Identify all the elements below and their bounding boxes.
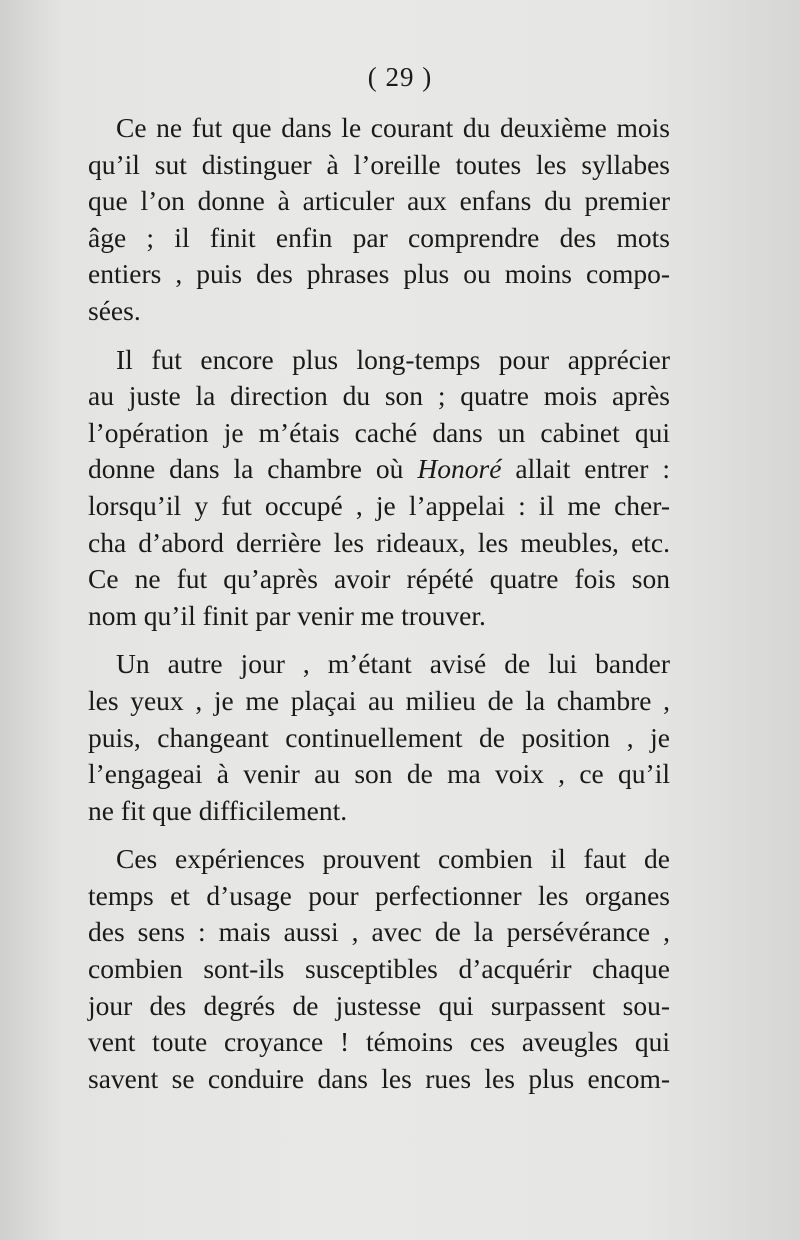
text-line: puis, changeant continuellement de position , je [88, 721, 670, 753]
paragraph-4 [88, 841, 670, 1097]
text-line: vent toute croyance ! témoins ces aveugles qui [88, 1026, 670, 1058]
page-number: ( 29 ) [367, 62, 433, 92]
text-line: ne fit que difficilement. [88, 794, 348, 826]
text-line: âge ; il finit enfin par comprendre des mots [88, 221, 670, 253]
text-line: savent se conduire dans les rues les plus encom- [88, 1062, 670, 1094]
body-text [88, 110, 670, 1097]
paragraph-1 [88, 110, 670, 330]
text-line: cha d’abord derrière les rideaux, les meubles, etc. [88, 526, 670, 558]
text-line: entiers , puis des phrases plus ou moins compo- [88, 258, 670, 290]
text-line: combien sont-ils susceptibles d’acquérir chaque [88, 953, 670, 985]
text-line: l’opération je m’étais caché dans un cabinet qui [88, 416, 670, 448]
text-line: les yeux , je me plaçai au milieu de la chambre , [88, 684, 670, 716]
text-line-end: allait entrer : [515, 453, 671, 485]
text-line: l’engageai à venir au son de ma voix , ce qu’il [88, 758, 670, 790]
text-line: temps et d’usage pour perfectionner les organes [88, 879, 670, 911]
text-line: jour des degrés de justesse qui surpassent sou- [88, 989, 670, 1021]
paragraph-3 [88, 646, 670, 829]
text-line: qu’il sut distinguer à l’oreille toutes les syllabes [88, 148, 670, 180]
text-line: lorsqu’il y fut occupé , je l’appelai : il me cher- [88, 489, 670, 521]
text-line: nom qu’il finit par venir me trouver. [88, 599, 486, 631]
text-line: sées. [88, 294, 141, 326]
text-line: Ces expériences prouvent combien il faut de [116, 843, 670, 875]
text-line [88, 451, 670, 488]
text-line: au juste la direction du son ; quatre mois après [88, 380, 670, 412]
italic-name: Honoré [417, 453, 502, 485]
text-line-start: donne dans la chambre où [88, 453, 404, 485]
text-line: Ce ne fut que dans le courant du deuxième mois [116, 112, 670, 143]
text-line: que l’on donne à articuler aux enfans du premier [88, 185, 670, 217]
paragraph-2 [88, 342, 670, 635]
text-line: Ce ne fut qu’après avoir répété quatre fois son [88, 563, 670, 595]
text-line: Il fut encore plus long-temps pour apprécier [116, 343, 670, 375]
text-line: des sens : mais aussi , avec de la persévérance , [88, 916, 670, 948]
text-line: Un autre jour , m’étant avisé de lui bander [116, 648, 670, 680]
